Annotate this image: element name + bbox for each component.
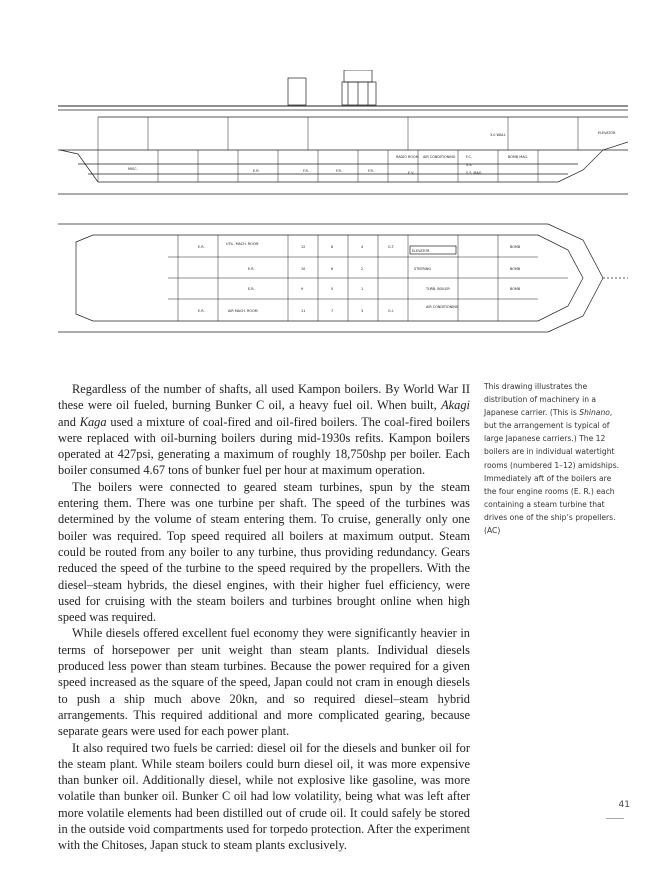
page-number-rule bbox=[606, 818, 624, 819]
elevation-label: E.R. bbox=[253, 169, 260, 173]
paragraph: The boilers were connected to geared steam turbines, spun by the steam entering them. There was one turbine per shaft. The speed of the turbines was determined by the volume of steam entering them. To cruise, generally only one boiler was required. Top speed required all boilers at maximum output. Steam could be routed from any boiler to any turbine, thus providing redundancy. Gears reduced the speed of the turbine to the speed required by the propellers. With the diesel–steam hybrids, the diesel engines, with their higher fuel efficiency, were used for cruising with the steam boilers and turbines brought online when high speed was required. bbox=[58, 479, 470, 625]
plan-label: 12 bbox=[301, 245, 306, 249]
plan-label: E.R. bbox=[248, 267, 255, 271]
page-number: 41 bbox=[618, 800, 630, 810]
ship-plan-svg bbox=[58, 70, 628, 352]
plan-label: STEERING bbox=[414, 267, 432, 271]
plan-label: 10 bbox=[301, 267, 306, 271]
elevation-label: F.R. bbox=[368, 169, 374, 173]
plan-label: 3 bbox=[361, 309, 364, 313]
plan-label: 2 bbox=[361, 267, 364, 271]
paragraph: It also required two fuels be carried: diesel oil for the diesels and bunker oil for the steam plant. While steam boilers could burn diesel oil, it was more expensive than bunker oil. Additionally diesel, while not explosive like gasoline, was more volatile than bunker oil. Bunker C oil had low volatility, being what was left after more volatile elements had been distilled out of crude oil. It could safely be stored in the outside void compartments used for torpedo protection. After the experiment with the Chitoses, Japan stuck to steam plants exclusively. bbox=[58, 740, 470, 853]
elevation-label: MISC. bbox=[128, 167, 138, 171]
elevation-label: AIR CONDITIONING bbox=[423, 155, 456, 159]
caption-text: This drawing illustrates the distribution of machinery in a Japanese carrier. (This is bbox=[484, 382, 597, 418]
plan-label: BOMB bbox=[510, 267, 521, 271]
plan-label: 8 bbox=[331, 245, 334, 249]
plan-labels bbox=[198, 242, 521, 313]
plan-label: BOMB bbox=[510, 245, 521, 249]
elevation-label: F.C. bbox=[466, 155, 472, 159]
paragraph bbox=[58, 381, 470, 479]
paragraph-text: and bbox=[58, 414, 80, 429]
plan-label: 6 bbox=[331, 267, 334, 271]
elevation-label: F.R. bbox=[303, 169, 309, 173]
plan-label: 7 bbox=[331, 309, 334, 313]
paragraph-text: used a mixture of coal-fired and oil-fired boilers. The coal-fired boilers were replaced with oil-burning boilers during mid-1930s refits. Kampon boilers operated at 427psi, generating a maximum of roughly 18,750shp per boiler. Each boiler consumed 4.67 tons of bunker fuel per hour at maximum operation. bbox=[58, 414, 470, 478]
plan-label: 5 bbox=[331, 287, 334, 291]
paragraph: While diesels offered excellent fuel economy they were significantly heavier in terms of horsepower per unit weight than steam plants. Individual diesels produced less power than steam turbines. Because the power required for a given speed increased as the square of the speed, Japan could not cram in enough diesels to push a ship much above 20kn, and so required diesel–steam hybrid arrangements. This required additional and more complicated gearing, because separate gears were used for each power plant. bbox=[58, 626, 470, 739]
elevation-view bbox=[58, 70, 628, 194]
ship-name: Kaga bbox=[79, 414, 107, 429]
elevation-label: S.S. MAG. bbox=[466, 171, 483, 175]
elevation-label: BOMB MAG. bbox=[508, 155, 529, 159]
caption-text: , but the arrangement is typical of large Japanese carriers.) The 12 boilers are in individual watertight rooms (numbered 1–12) amidships. Immediately aft of the boilers are the four engine rooms (E. R.) each containing a steam turbine that drives one of the ship’s propellers. (AC) bbox=[484, 408, 620, 536]
plan-label: 11 bbox=[301, 309, 306, 313]
plan-label: 9 bbox=[301, 287, 304, 291]
plan-label: TURB. BOILER bbox=[426, 287, 450, 291]
plan-label: E.R. bbox=[248, 287, 255, 291]
elevation-label: E.V. bbox=[408, 171, 415, 175]
plan-label: G.I. bbox=[388, 309, 394, 313]
plan-label: AIR MACH. ROOM bbox=[228, 309, 258, 313]
plan-label: UTIL. MACH. ROOM bbox=[226, 242, 259, 246]
body-text bbox=[58, 381, 470, 854]
plan-label: G.T. bbox=[388, 245, 395, 249]
machinery-drawing bbox=[58, 70, 628, 352]
paragraph-text: Regardless of the number of shafts, all used Kampon boilers. By World War II these were oil fueled, burning Bunker C oil, a heavy fuel oil. When built, bbox=[58, 382, 470, 413]
elevation-labels bbox=[128, 131, 616, 175]
plan-label: E.R. bbox=[198, 245, 205, 249]
plan-label: 4 bbox=[361, 245, 364, 249]
elevation-label: S.S. bbox=[466, 163, 473, 167]
elevation-label: ELEVATOR bbox=[598, 131, 616, 135]
plan-label: 1 bbox=[361, 287, 364, 291]
elevation-label: RADIO ROOM bbox=[396, 155, 419, 159]
figure-caption bbox=[484, 380, 624, 537]
plan-label: ELEVATOR bbox=[412, 249, 430, 253]
plan-label: BOMB bbox=[510, 287, 521, 291]
plan-label: AIR CONDITIONING bbox=[426, 305, 459, 309]
plan-label: E.R. bbox=[198, 309, 205, 313]
caption-ship-name: Shinano bbox=[579, 408, 610, 418]
plan-view bbox=[58, 224, 628, 332]
elevation-label: F.R. bbox=[336, 169, 342, 173]
elevation-label: 3.0 WALL bbox=[490, 133, 506, 137]
ship-name: Akagi bbox=[441, 398, 470, 413]
